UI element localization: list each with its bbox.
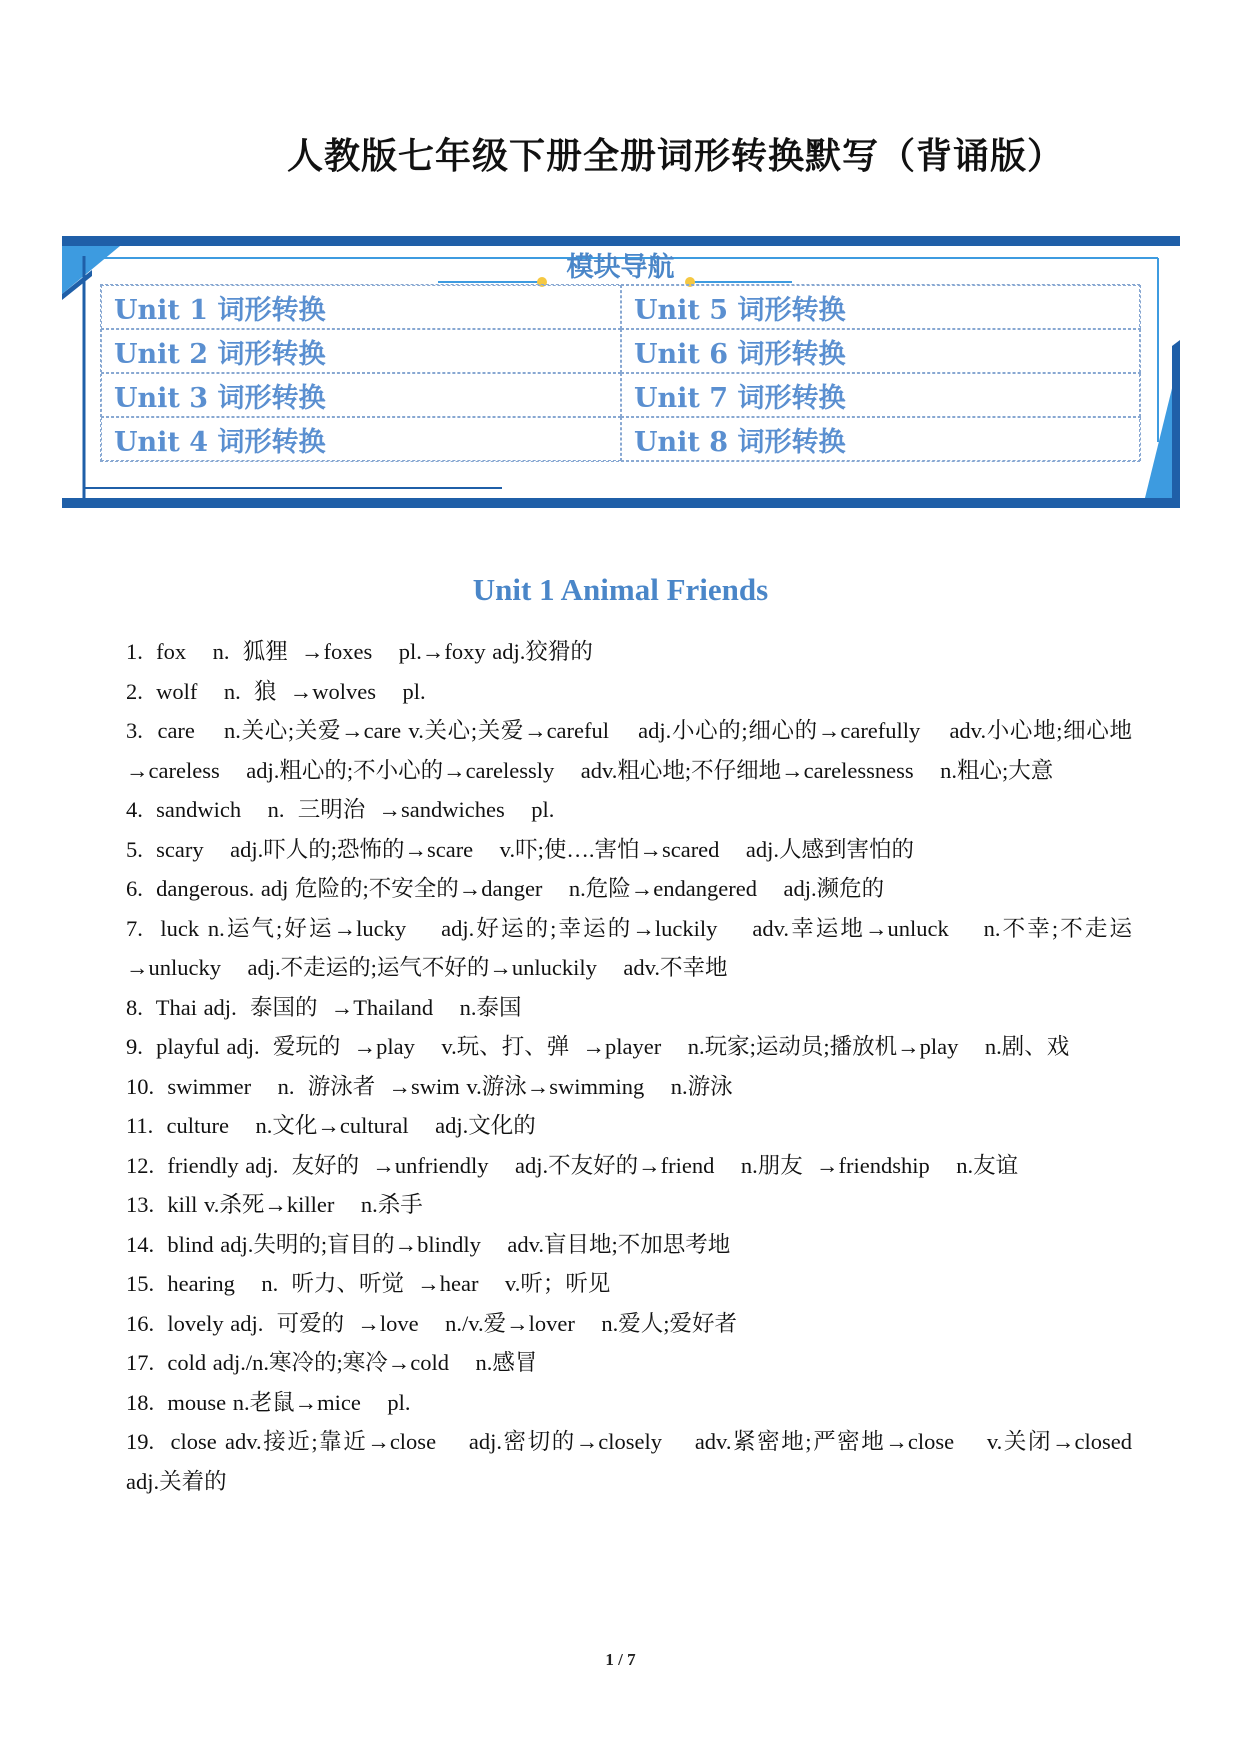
entry-16: 16. lovely adj. 可爱的 →love n./v.爱→lover n.爱人;爱好者 xyxy=(126,1310,737,1336)
page-number: 1 / 7 xyxy=(605,1650,636,1669)
document-title: 人教版七年级下册全册词形转换默写（背诵版） xyxy=(286,136,1064,177)
entry-8: 8. Thai adj. 泰国的 →Thailand n.泰国 xyxy=(126,994,522,1020)
nav-link-unit-1[interactable]: Unit 1 词形转换 xyxy=(101,285,621,329)
unit-1-entries xyxy=(126,632,1159,1501)
entry-1: 1. fox n. 狐狸 →foxes pl.→foxy adj.狡猾的 xyxy=(126,639,593,664)
entry-5: 5. scary adj.吓人的;恐怖的→scare v.吓;使….害怕→scared adj.人感到害怕的 xyxy=(126,836,915,862)
entry-14: 14. blind adj.失明的;盲目的→blindly adv.盲目地;不加思考地 xyxy=(126,1231,731,1257)
nav-link-unit-2[interactable]: Unit 2 词形转换 xyxy=(101,329,621,373)
entry-2: 2. wolf n. 狼 →wolves pl. xyxy=(126,678,426,704)
nav-heading: 模块导航 xyxy=(566,252,675,283)
entry-19: 19. close adv.接近;靠近→close adj.密切的→closely adv.紧密地;严密地→close v.关闭→closed adj.关着的 xyxy=(126,1429,1159,1494)
nav-link-unit-5[interactable]: Unit 5 词形转换 xyxy=(621,285,1141,329)
nav-link-unit-6[interactable]: Unit 6 词形转换 xyxy=(621,329,1141,373)
nav-link-unit-4[interactable]: Unit 4 词形转换 xyxy=(101,417,621,461)
entry-11: 11. culture n.文化→cultural adj.文化的 xyxy=(126,1113,536,1138)
nav-link-unit-7[interactable]: Unit 7 词形转换 xyxy=(621,373,1141,417)
nav-grid xyxy=(100,284,1140,462)
entry-18: 18. mouse n.老鼠→mice pl. xyxy=(126,1389,411,1415)
entry-12: 12. friendly adj. 友好的 →unfriendly adj.不友好的→friend n.朋友 →friendship n.友谊 xyxy=(126,1152,1019,1178)
entry-3: 3. care n.关心;关爱→care v.关心;关爱→careful adj.小心的;细心的→carefully adv.小心地;细心地→careless adj.粗心的;不小心的→carelessly adv.粗心地;不仔细地→carelessness n.粗心;大意 xyxy=(126,718,1132,783)
entry-7: 7. luck n.运气;好运→lucky adj.好运的;幸运的→luckily adv.幸运地→unluck n.不幸;不走运→unlucky adj.不走运的;运气不好的→unluckily adv.不幸地 xyxy=(126,915,1132,980)
nav-link-unit-3[interactable]: Unit 3 词形转换 xyxy=(101,373,621,417)
entry-13: 13. kill v.杀死→killer n.杀手 xyxy=(126,1192,423,1217)
entry-10: 10. swimmer n. 游泳者 →swim v.游泳→swimming n.游泳 xyxy=(126,1073,733,1099)
entry-9: 9. playful adj. 爱玩的 →play v.玩、打、弹 →player n.玩家;运动员;播放机→play n.剧、戏 xyxy=(126,1034,1070,1059)
nav-link-unit-8[interactable]: Unit 8 词形转换 xyxy=(621,417,1141,461)
entry-4: 4. sandwich n. 三明治 →sandwiches pl. xyxy=(126,797,555,822)
entry-17: 17. cold adj./n.寒冷的;寒冷→cold n.感冒 xyxy=(126,1350,538,1375)
entry-6: 6. dangerous. adj 危险的;不安全的→danger n.危险→endangered adj.濒危的 xyxy=(126,876,885,901)
entry-15: 15. hearing n. 听力、听觉 →hear v.听；听见 xyxy=(126,1271,611,1296)
unit-1-heading: Unit 1 Animal Friends xyxy=(472,572,769,607)
